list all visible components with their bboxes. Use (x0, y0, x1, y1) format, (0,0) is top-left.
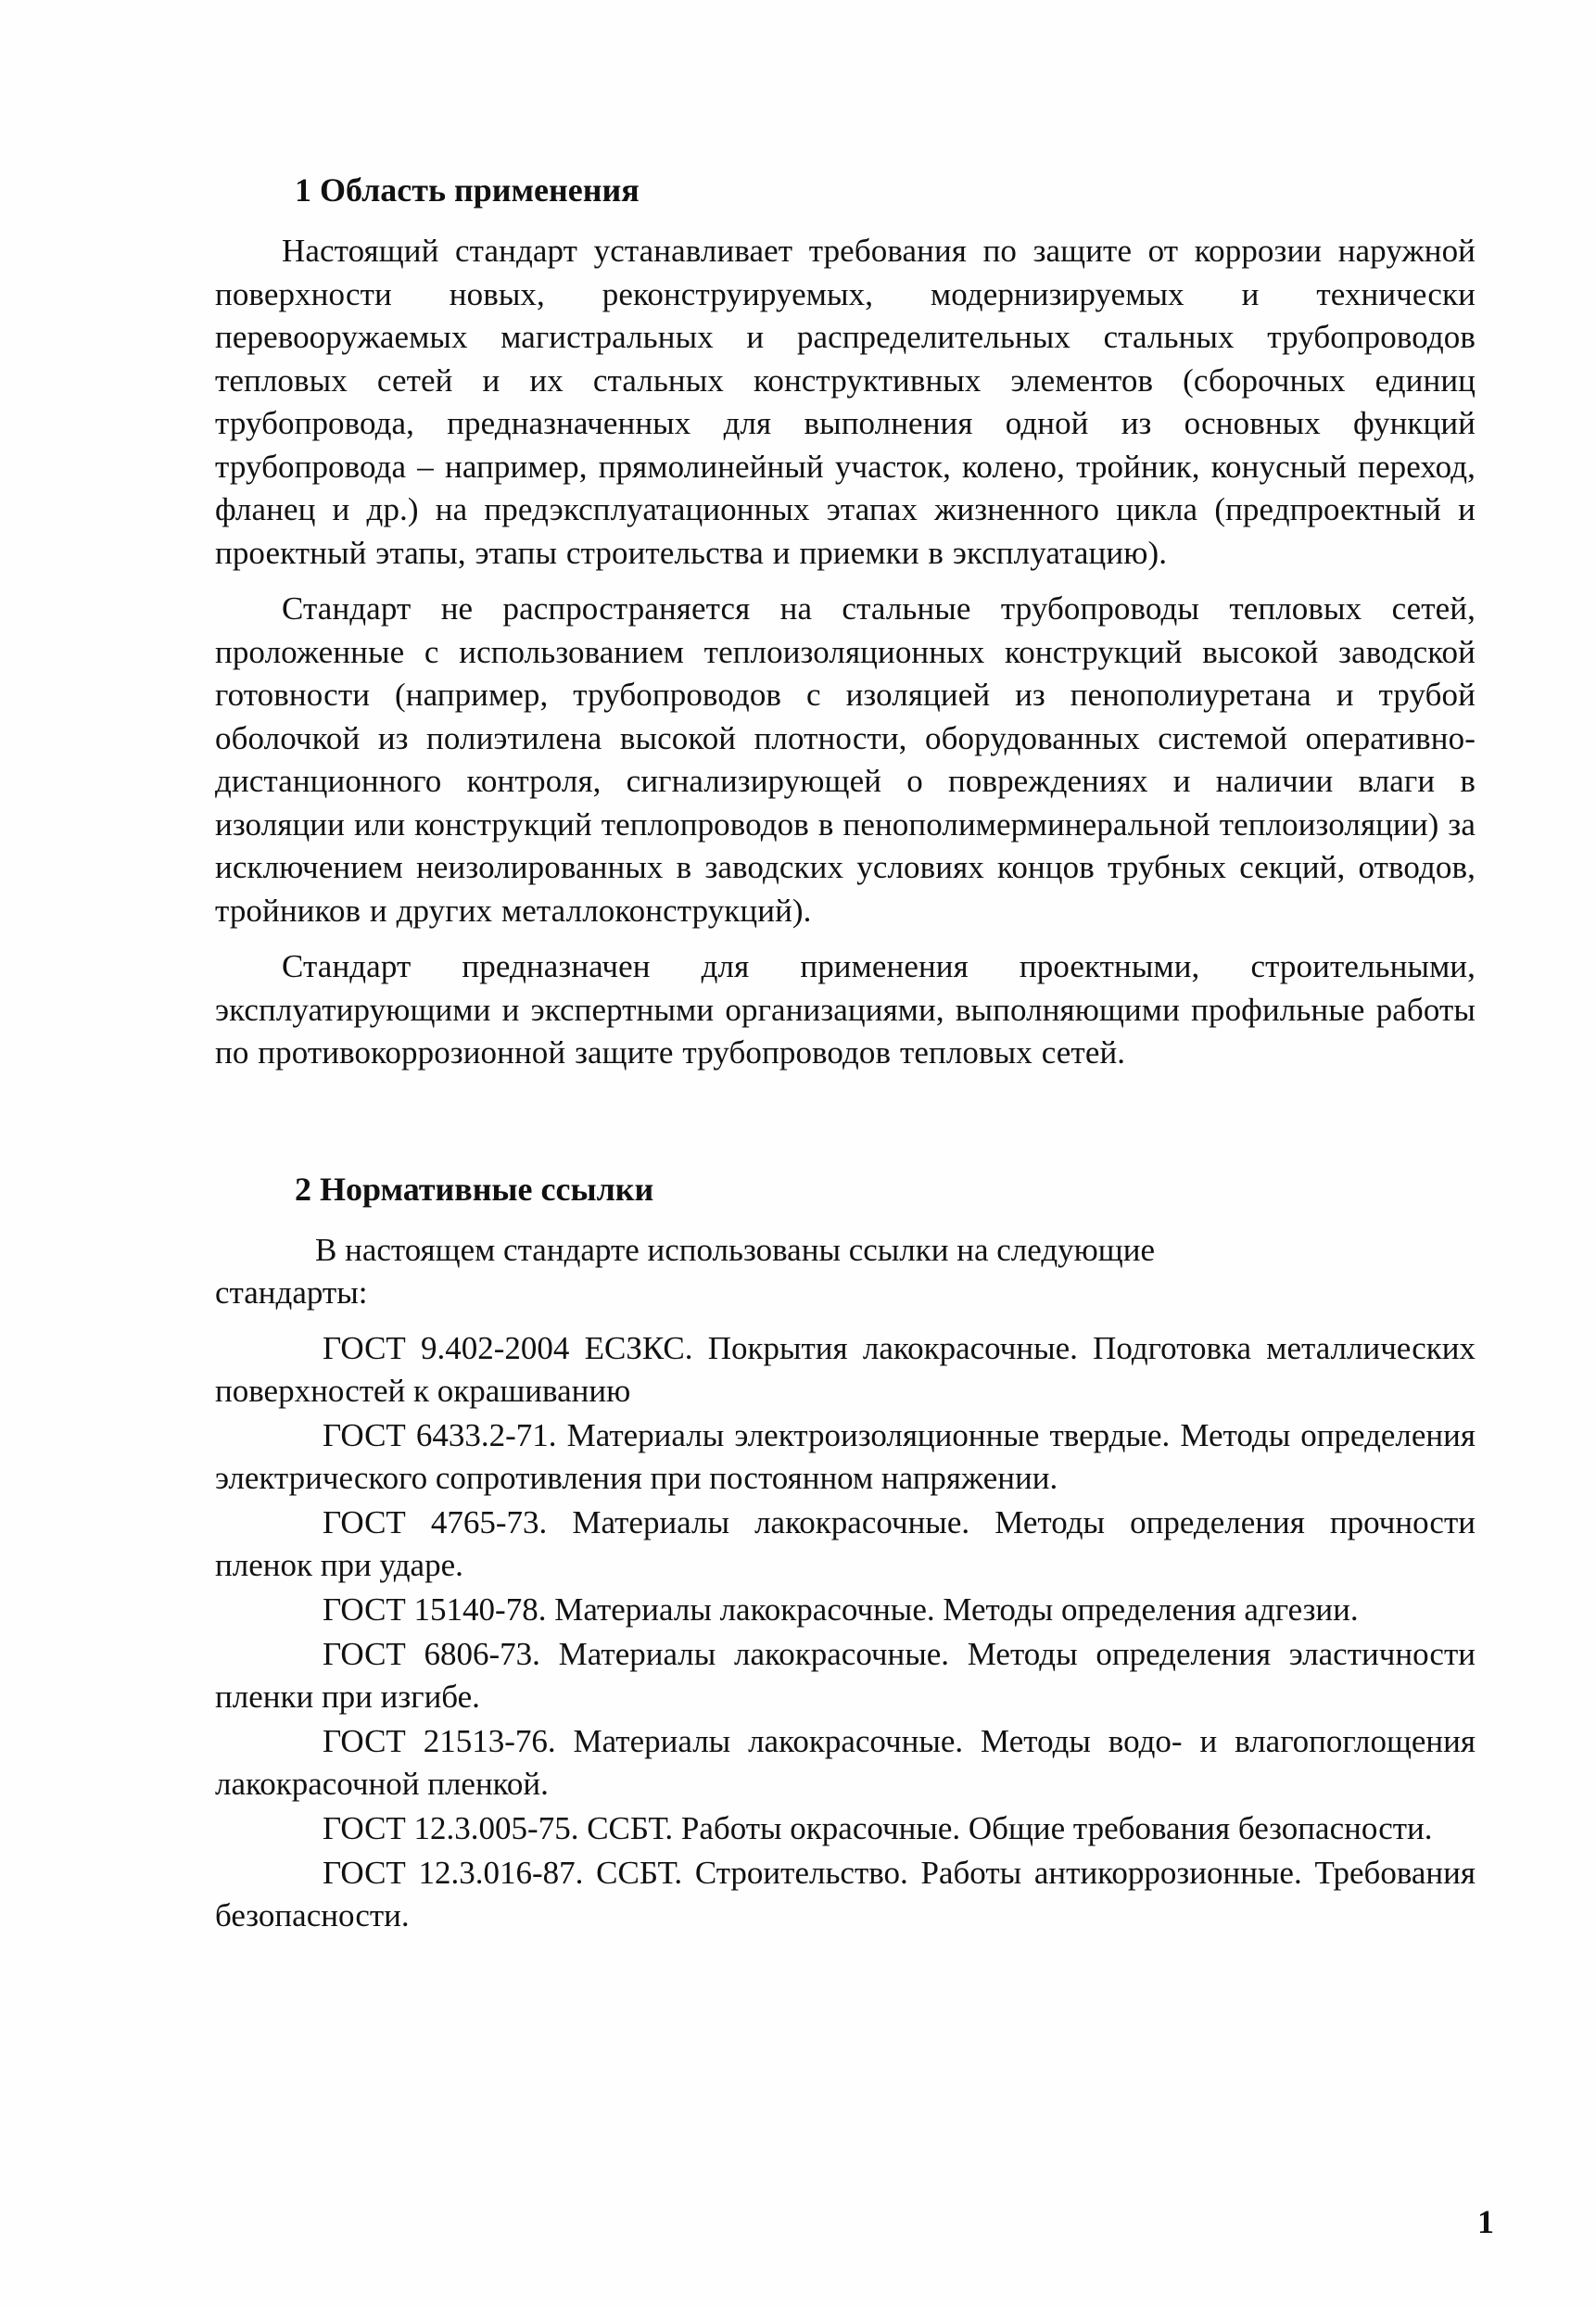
section-1-paragraph-3: Стандарт предназначен для применения проектными, строительными, эксплуатирующими и экспертными организациями, выполняющими профильные работы по противокоррозионной защите трубопроводов тепловых сетей. (215, 948, 1476, 1071)
page-number: 1 (1477, 2203, 1494, 2240)
reference-item: ГОСТ 12.3.016-87. ССБТ. Строительство. Работы антикоррозионные. Требования безопасности. (215, 1854, 1476, 1933)
section-2-intro: В настоящем стандарте использованы ссылки на следующие стандарты: (215, 1231, 1156, 1311)
page-content (215, 169, 1476, 1937)
reference-item: ГОСТ 9.402-2004 ЕСЗКС. Покрытия лакокрасочные. Подготовка металлических поверхностей к окрашиванию (215, 1329, 1476, 1409)
reference-item: ГОСТ 21513-76. Материалы лакокрасочные. Методы водо- и влагопоглощения лакокрасочной пленкой. (215, 1722, 1476, 1802)
reference-item: ГОСТ 6806-73. Материалы лакокрасочные. Методы определения эластичности пленки при изгибе. (215, 1635, 1476, 1715)
reference-item: ГОСТ 6433.2-71. Материалы электроизоляционные твердые. Методы определения электрического сопротивления при постоянном напряжении. (215, 1416, 1476, 1496)
section-1-paragraph-1: Настоящий стандарт устанавливает требования по защите от коррозии наружной поверхности новых, реконструируемых, модернизируемых и технически перевооружаемых магистральных и распределительных стальных трубопроводов тепловых сетей и их стальных конструктивных элементов (сборочных единиц трубопровода, предназначенных для выполнения одной из основных функций трубопровода – например, прямолинейный участок, колено, тройник, конусный переход, фланец и др.) на предэксплуатационных этапах жизненного цикла (предпроектный и проектный этапы, этапы строительства и приемки в эксплуатацию). (215, 233, 1476, 571)
section-2-title: 2 Нормативные ссылки (295, 1170, 654, 1208)
reference-item: ГОСТ 12.3.005-75. ССБТ. Работы окрасочные. Общие требования безопасности. (323, 1809, 1433, 1846)
section-1-title: 1 Область применения (295, 171, 640, 209)
reference-item: ГОСТ 4765-73. Материалы лакокрасочные. Методы определения прочности пленок при ударе. (215, 1503, 1476, 1583)
section-1-paragraph-2: Стандарт не распространяется на стальные трубопроводы тепловых сетей, проложенные с использованием теплоизоляционных конструкций высокой заводской готовности (например, трубопроводов с изоляцией из пенополиуретана и трубой оболочкой из полиэтилена высокой плотности, оборудованных системой оперативно-дистанционного контроля, сигнализирующей о повреждениях и наличии влаги в изоляции или конструкций теплопроводов в пенополимерминеральной теплоизоляции) за исключением неизолированных в заводских условиях концов трубных секций, отводов, тройников и других металлоконструкций). (215, 590, 1476, 929)
reference-item: ГОСТ 15140-78. Материалы лакокрасочные. Методы определения адгезии. (323, 1591, 1359, 1628)
